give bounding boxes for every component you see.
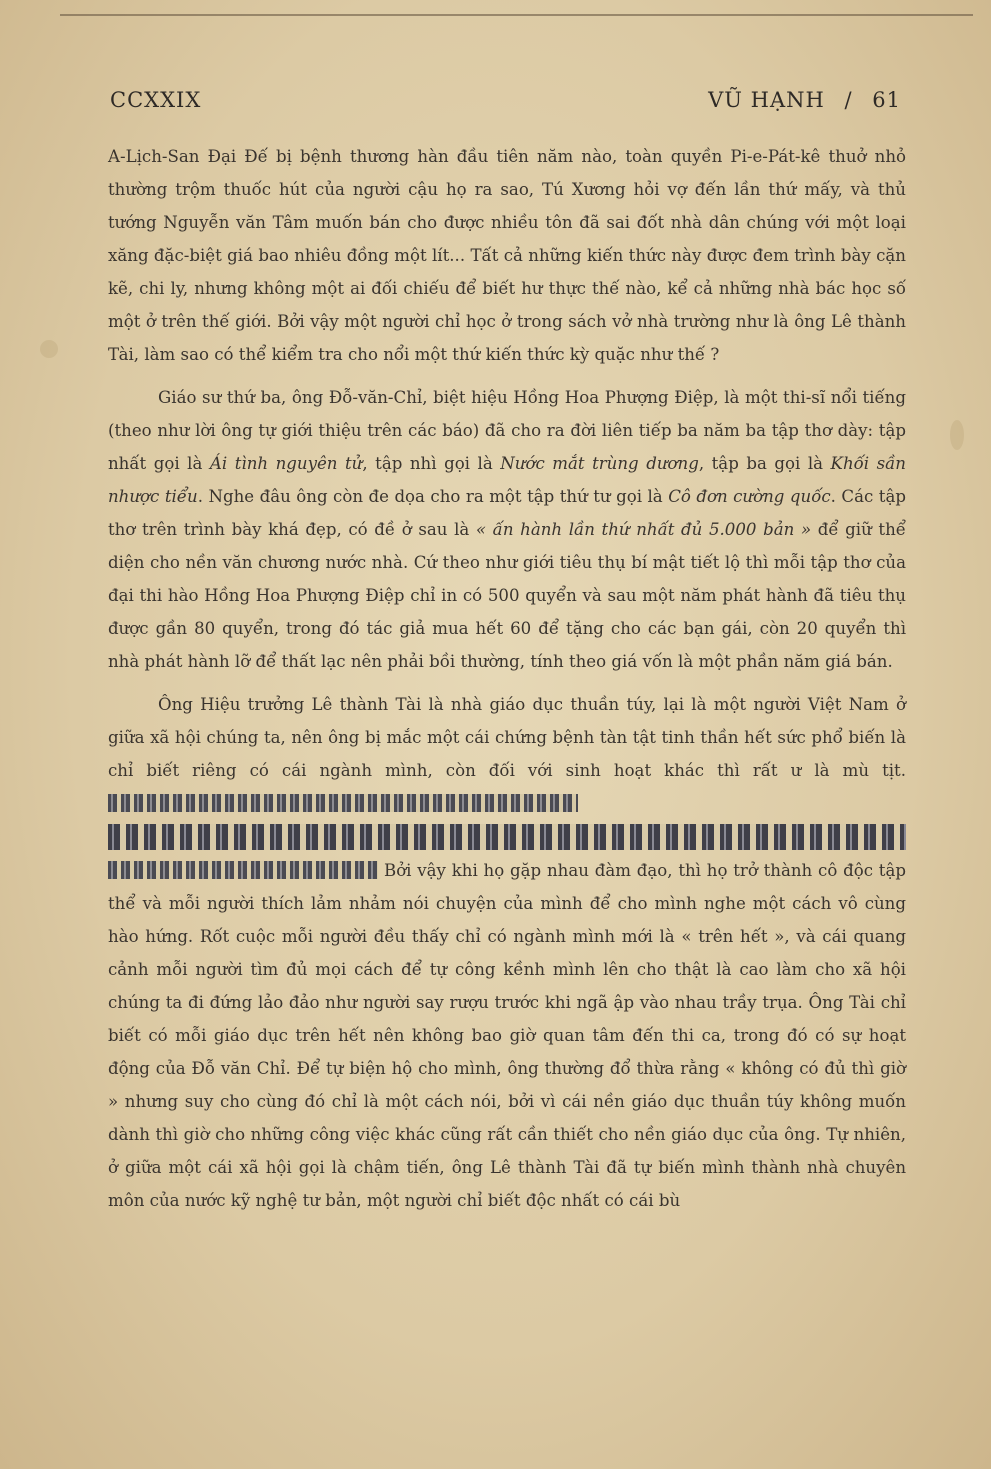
book-title: Ái tình nguyên tử — [209, 454, 363, 473]
body-text — [108, 140, 906, 1227]
running-header — [110, 88, 901, 112]
text-run: , tập ba gọi là — [698, 454, 831, 473]
print-note: « ấn hành lần thứ nhất đủ 5.000 bản » — [475, 520, 812, 539]
book-title: Nước mắt trùng dương — [500, 454, 699, 473]
page-number: 61 — [872, 88, 901, 112]
chapter-number: CCXXIX — [110, 88, 202, 112]
censored-block — [108, 794, 578, 812]
text-run: để giữ thể diện cho nền văn chương nước nhà. Cứ theo như giới tiêu thụ bí mật tiết lộ thì mỗi tập thơ của đại thi hào Hồng Hoa Phượng Điệp chỉ in có 500 quyển và sau một năm phát hành đã tiêu thụ được gần 80 quyển, trong đó tác giả mua hết 60 để tặng cho các bạn gái, còn 20 quyển thì nhà phát hành lỡ để thất lạc nên phải bồi thường, tính theo giá vốn là một phần năm giá bán. — [108, 520, 906, 671]
top-rule — [60, 14, 973, 16]
text-run: Giáo sư thứ ba, ông Đỗ-văn-Chỉ, biệt hiệu Hồng Hoa Phượng Điệp, là một thi-sĩ nổi tiếng (theo như lời ông tự giới thiệu trên các báo) đã cho ra đời liên tiếp ba năm ba tập thơ dày: tập nhất gọi là — [108, 388, 906, 473]
paragraph-3 — [108, 688, 906, 1217]
author-name: VŨ HẠNH — [708, 88, 825, 112]
paper-stain — [40, 340, 58, 358]
censored-block — [108, 861, 378, 879]
paragraph-1: A-Lịch-San Đại Đế bị bệnh thương hàn đầu tiên năm nào, toàn quyền Pi-e-Pát-kê thuở nhỏ thường trộm thuốc hút của người cậu họ ra sao, Tú Xương hỏi vợ đến lần thứ mấy, và thủ tướng Nguyễn văn Tâm muốn bán cho được nhiều tôn đã sai đốt nhà dân chúng với một loại xăng đặc-biệt giá bao nhiêu đồng một lít... Tất cả những kiến thức này được đem trình bày cặn kẽ, chi ly, nhưng không một ai đối chiếu để biết hư thực thế nào, kể cả những nhà bác học số một ở trên thế giới. Bởi vậy một người chỉ học ở trong sách vở nhà trường như là ông Lê thành Tài, làm sao có thể kiểm tra cho nổi một thứ kiến thức kỳ quặc như thế ? — [108, 147, 906, 364]
book-title: Cô đơn cường quốc — [668, 487, 831, 506]
header-right — [696, 88, 901, 112]
header-separator: / — [844, 88, 853, 112]
text-run: . Nghe đâu ông còn đe dọa cho ra một tập thứ tư gọi là — [197, 487, 669, 506]
text-run: Ông Hiệu trưởng Lê thành Tài là nhà giáo dục thuần túy, lại là một người Việt Nam ở giữa xã hội chúng ta, nên ông bị mắc một cái chứng bệnh tàn tật tinh thần hết sức phổ biến là chỉ biết riêng có cái ngành mình, còn đối với sinh hoạt khác thì rất ư là mù tịt. — [108, 695, 906, 780]
paragraph-2 — [108, 381, 906, 678]
text-run: , tập nhì gọi là — [362, 454, 501, 473]
book-title: Khối sần nhược tiểu — [108, 454, 906, 506]
paper-stain — [950, 420, 964, 450]
text-run: Bởi vậy khi họ gặp nhau đàm đạo, thì họ trở thành cô độc tập thể và mỗi người thích lảm nhảm nói chuyện của mình để cho mình nghe một cách vô cùng hào hứng. Rốt cuộc mỗi người đều thấy chỉ có ngành mình mới là « trên hết », và cái quang cảnh mỗi người tìm đủ mọi cách để tự công kềnh mình lên cho thật là cao làm cho xã hội chúng ta đi đứng lảo đảo như người say rượu trước khi ngã ập vào nhau trầy trụa. Ông Tài chỉ biết có mỗi giáo dục trên hết nên không bao giờ quan tâm đến thi ca, trong đó có sự hoạt động của Đỗ văn Chỉ. Để tự biện hộ cho mình, ông thường đổ thừa rằng « không có đủ thì giờ » nhưng suy cho cùng đó chỉ là một cách nói, bởi vì cái nền giáo dục thuần túy không muốn dành thì giờ cho những công việc khác cũng rất cần thiết cho nền giáo dục của ông. Tự nhiên, ở giữa một cái xã hội gọi là chậm tiến, ông Lê thành Tài đã tự biến mình thành nhà chuyên môn của nước kỹ nghệ tư bản, một người chỉ biết độc nhất có cái bù — [108, 861, 906, 1210]
censored-line — [108, 824, 906, 850]
text-run: . Các tập thơ trên trình bày khá đẹp, có đề ở sau là — [108, 487, 906, 539]
